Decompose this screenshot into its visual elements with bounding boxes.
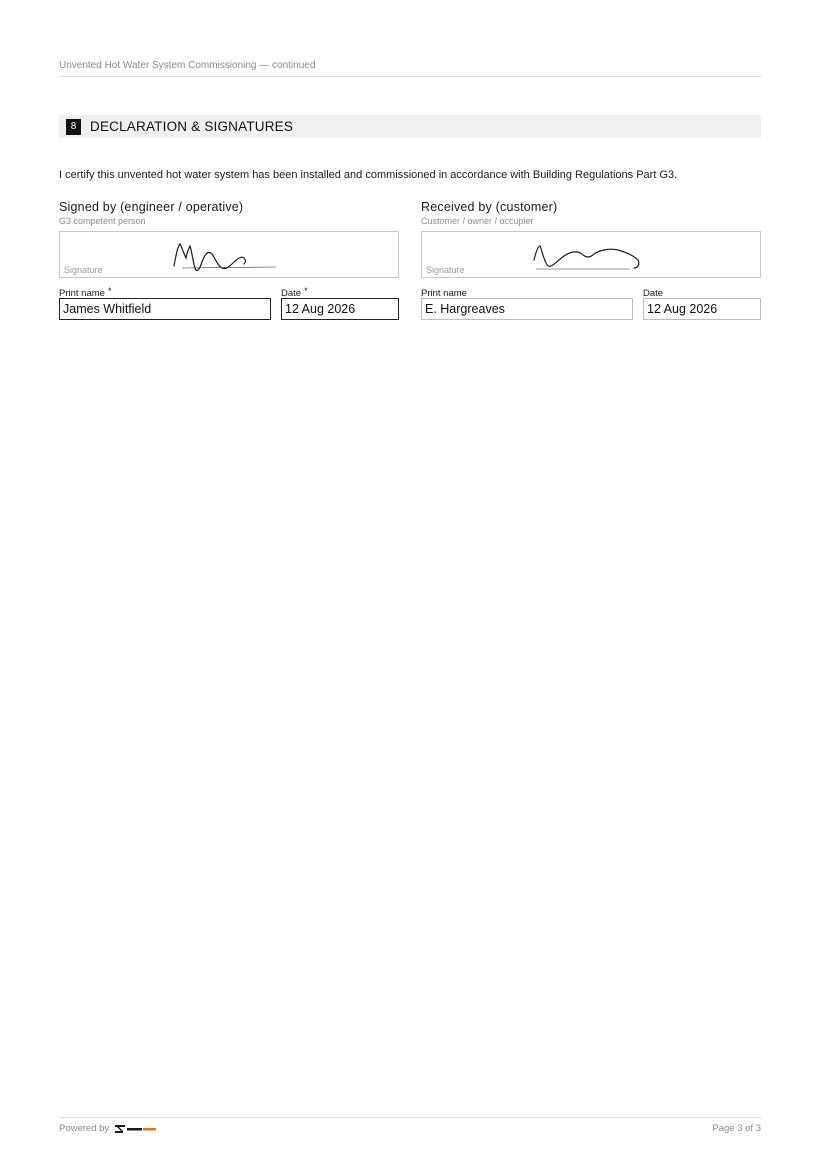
section-title: DECLARATION & SIGNATURES <box>90 119 294 134</box>
required-marker: * <box>107 286 112 296</box>
page-number: Page 3 of 3 <box>712 1123 761 1134</box>
required-marker: * <box>304 286 308 296</box>
brand-wordmark <box>127 1125 157 1133</box>
customer-signature-image <box>530 238 650 274</box>
engineer-print-name-label: Print name * <box>59 286 112 299</box>
declaration-text: I certify this unvented hot water system has been installed and commissioned in accordance with Building Regulations Part G3. <box>59 169 678 181</box>
customer-signature-label: Signature <box>426 265 465 275</box>
brand-logo-icon <box>115 1125 125 1133</box>
engineer-signature-pad[interactable] <box>59 231 399 278</box>
customer-print-name-field[interactable]: E. Hargreaves <box>421 298 633 320</box>
running-header: Unvented Hot Water System Commissioning — continued <box>59 60 761 77</box>
customer-signature-pad[interactable] <box>421 231 761 278</box>
customer-subtitle: Customer / owner / occupier <box>421 216 534 226</box>
customer-date-label: Date <box>643 288 664 299</box>
customer-title: Received by (customer) <box>421 200 558 214</box>
engineer-signature-image <box>168 238 288 274</box>
page-footer <box>59 1117 761 1134</box>
engineer-signature-block <box>59 200 399 316</box>
brand-logo <box>115 1125 157 1133</box>
powered-by-label: Powered by <box>59 1123 110 1134</box>
engineer-date-field[interactable]: 12 Aug 2026 <box>281 298 399 320</box>
customer-print-name-label: Print name <box>421 288 467 299</box>
section-header <box>59 115 761 138</box>
powered-by <box>59 1123 157 1134</box>
engineer-title: Signed by (engineer / operative) <box>59 200 244 214</box>
customer-signature-block <box>421 200 761 316</box>
engineer-date-label: Date * <box>281 286 308 299</box>
customer-date-field[interactable]: 12 Aug 2026 <box>643 298 761 320</box>
engineer-print-name-field[interactable]: James Whitfield <box>59 298 271 320</box>
section-number: 8 <box>66 119 81 135</box>
engineer-subtitle: G3 competent person <box>59 216 146 226</box>
engineer-signature-label: Signature <box>64 265 103 275</box>
